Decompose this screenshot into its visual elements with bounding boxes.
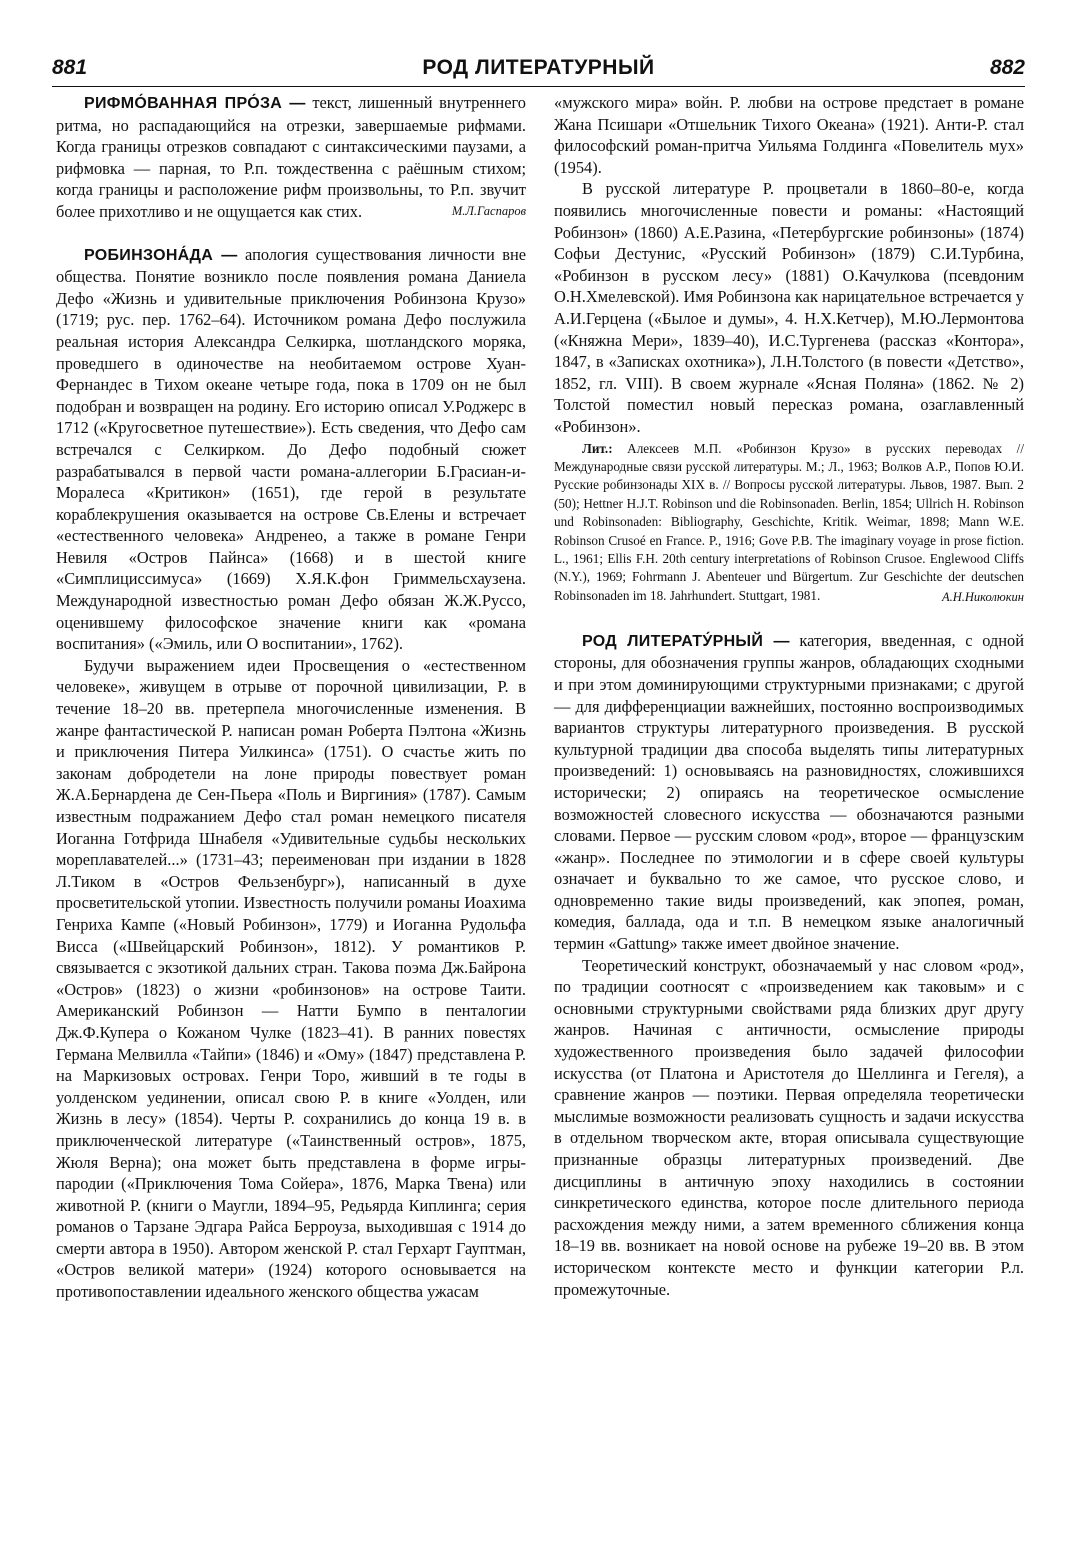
literature-list <box>554 440 1024 606</box>
paragraph: В русской литературе Р. процветали в 1860–80-е, когда появились многочисленные повести и романы: «Настоящий Робинзон» (1860) А.Е.Разина, «Петербургские робинзоны» (1874) Софьи Дестунис, «Русский Робинзон» (1879) С.И.Турбина, «Робинзон в русском лесу» (1881) О.Качулкова (псевдоним О.Н.Хмелевской). Имя Робинзона как нарицательное встречается у А.И.Герцена («Былое и думы», 4. Н.Х.Кетчер), М.Ю.Лермонтова («Княжна Мери», 1839–40), И.С.Тургенева (рассказ «Контора», 1847, в «Записках охотника»), Л.Н.Толстого (в повести «Детство», 1852, гл. VIII). В своем журнале «Ясная Поляна» (1862. № 2) Толстой поместил новый пересказ романа, озаглавленный «Робинзон». <box>554 179 1024 436</box>
page-number-left: 881 <box>52 56 88 79</box>
entry-rhymed-prose <box>56 92 526 223</box>
paragraph-continued: «мужского мира» войн. Р. любви на острове предстает в романе Жана Псишари «Отшельник Тихого Океана» (1921). Анти-Р. стал философский роман-притча Уильяма Голдинга «Повелитель мух» (1954). <box>554 93 1024 177</box>
running-title: РОД ЛИТЕРАТУРНЫЙ <box>422 56 655 79</box>
entry-robinsonade <box>56 244 526 655</box>
literature-label: Лит.: <box>582 440 613 456</box>
entry-gap <box>56 223 526 244</box>
page-header <box>52 56 1025 86</box>
entry-author: А.Н.Николюкин <box>941 590 1024 605</box>
entry-gap <box>554 609 1024 630</box>
entry-text: текст, лишенный внутреннего ритма, но распадающийся на отрезки, завершаемые рифмами. Когда границы отрезков совпадают с синтаксическими паузами, а рифмовка — парная, то Р.п. тождественна с раёшным стихом; когда границы и расположение рифм произвольны, то Р.п. звучит более прихотливо и не ощущается как стих. <box>56 93 526 221</box>
right-column <box>554 92 1024 1300</box>
entry-heading: РОБИНЗОНА́ДА — <box>84 246 238 264</box>
left-column <box>56 92 526 1303</box>
paragraph: Будучи выражением идеи Просвещения о «естественном человеке», живущем в отрыве от порочной цивилизации, Р. в течение 18–20 вв. претерпела многочисленные изменения. В жанре фантастической Р. написан роман Роберта Пэлтона «Жизнь и приключения Питера Уилкинса» (1751). О счастье жить по законам добродетели на лоне природы повествует роман Ж.А.Бернардена де Сен-Пьера «Поль и Виргиния» (1787). Самым известным подражанием Дефо стал роман немецкого писателя Иоганна Готфрида Шнабеля «Удивительные судьбы нескольких мореплавателей...» (1731–43; переименован при издании в 1828 Л.Тиком в «Остров Фельзенбург»), написанный в духе просветительской утопии. Известность получили романы Иоахима Генриха Кампе («Новый Робинзон», 1779) и Иоганна Рудольфа Висса («Швейцарский Робинзон», 1812). У романтиков Р. связывается с экзотикой дальних стран. Такова поэма Дж.Байрона «Остров» (1823) о жизни «робинзонов» на острове Таити. Американский Робинзон — Натти Бумпо в пенталогии Дж.Ф.Купера о Кожаном Чулке (1823–41). В ранних повестях Германа Мелвилла «Тайпи» (1846) и «Ому» (1847) представлена Р. на Маркизовых островах. Генри Торо, живший в те годы в уолденском уединении, описал свою Р. в книге «Уолден, или Жизнь в лесу» (1854). Черты Р. сохранились до конца 19 в. в приключенческой литературе («Таинственный остров», 1875, Жюля Верна); она может быть представлена в форме игры-пародии («Приключения Тома Сойера», 1876, Марка Твена) или животной Р. (книги о Маугли, 1894–95, Редьярда Киплинга; серия романов о Тарзане Эдгара Райса Берроуза, выходившая с 1914 до смерти автора в 1950). Автором женской Р. стал Герхарт Гауптман, «Остров великой матери» (1924) которого основывается на противопоставлении идеального женского общества ужасам <box>56 655 526 1302</box>
entry-literary-genus <box>554 630 1024 955</box>
entry-author: М.Л.Гаспаров <box>451 203 526 218</box>
header-rule <box>52 86 1025 87</box>
paragraph: Теоретический конструкт, обозначаемый у нас словом «род», по традиции соотносят с «произведением как таковым» и с основными структурными свойствами ряда близких друг другу жанров. Начиная с античности, осмысление природы художественного произведения было задачей философии искусства (от Платона и Аристотеля до Шеллинга и Гегеля), а сравнение жанров — поэтики. Первая определяла теоретически мыслимые возможности реализовать сущность и задачи искусства в отдельном творческом акте, вторая описывала существующие признанные образцы литературных произведений. Две дисциплины в античную эпоху находились в состоянии синкретического единства, которое после длительного периода расхождения между ними, а затем временного сближения конца 18–19 вв. возникает на новой основе на рубеже 19–20 вв. В этом историческом контексте место и функции категории Р.л. промежуточные. <box>554 955 1024 1299</box>
entry-text: категория, введенная, с одной стороны, для обозначения группы жанров, обладающих сходными и при этом доминирующими структурными признаками; с другой — для дифференциации важнейших, постоянно воспроизводимых вариантов структуры литературного произведения. В русской культурной традиции два способа выделять типы литературных произведений: 1) основываясь на разновидностях, сложившихся исторически; 2) опираясь на теоретическое осмысление возможностей словесного искусства — обозначаются разными словами. Первое — русским словом «род», второе — французским «жанр». Последнее по этимологии и в сфере своей культуры означает и буквально то же самое, что русское слово, и одновременно такие виды произведений, как эпопея, роман, комедия, баллада, ода и т.п. В немецком языке аналогичный термин «Gattung» также имеет двойное значение. <box>554 630 1024 954</box>
page-number-right: 882 <box>989 56 1025 79</box>
entry-heading: РОД ЛИТЕРАТУ́РНЫЙ — <box>582 632 790 650</box>
entry-heading: РИФМО́ВАННАЯ ПРО́ЗА — <box>84 95 306 112</box>
entry-text: апология существования личности вне общества. Понятие возникло после появления романа Даниела Дефо «Жизнь и удивительные приключения Робинзона Крузо» (1719; рус. пер. 1762–64). Источником романа Дефо послужила реальная история Александра Селкирка, шотландского моряка, проведшего в одиночестве на необитаемом острове Хуан-Фернандес в Тихом океане четыре года, пока в 1709 он не был подобран и возвращен на родину. Его историю описал У.Роджерс в 1712 («Кругосветное путешествие»). Есть сведения, что Дефо сам встречался с Селкирком. До Дефо подобный сюжет разрабатывался в первой части романа-аллегории Б.Грасиан-и-Моралеса «Критикон» (1651), где герой в результате кораблекрушения оказывается на острове Св.Елены и встречает «естественного человека» Андренео, а также в романе Генри Невиля «Остров Пайнса» (1668) и в шестой книге «Симплициссимуса» (1669) Х.Я.К.фон Гриммельсхаузена. Международной известностью роман Дефо обязан Ж.Ж.Руссо, оценившему философское значение книги как «романа воспитания» («Эмиль, или О воспитании», 1762). <box>56 244 526 654</box>
literature-text: Алексеев М.П. «Робинзон Крузо» в русских переводах // Международные связи русской литературы. М.; Л., 1963; Волков А.Р., Попов Ю.И. Русские робинзонады XIX в. // Вопросы русской литературы. Львов, 1987. Вып. 2 (50); Hettner H.J.T. Robinson und die Robinsonaden. Berlin, 1854; Ullrich H. Robinson und Robinsonaden: Bibliography, Geschichte, Kritik. Weimar, 1898; Mann W.E. Robinson Crusoé en France. P., 1916; Gove P.B. The imaginary voyage in prose fiction. L., 1961; Ellis F.H. 20th century interpretations of Robinson Crusoe. Englewood Cliffs (N.Y.), 1969; Fohrmann J. Abenteuer und Bürgertum. Zur Geschichte der deutschen Robinsonaden im 18. Jahrhundert. Stuttgart, 1981. <box>554 440 1024 603</box>
